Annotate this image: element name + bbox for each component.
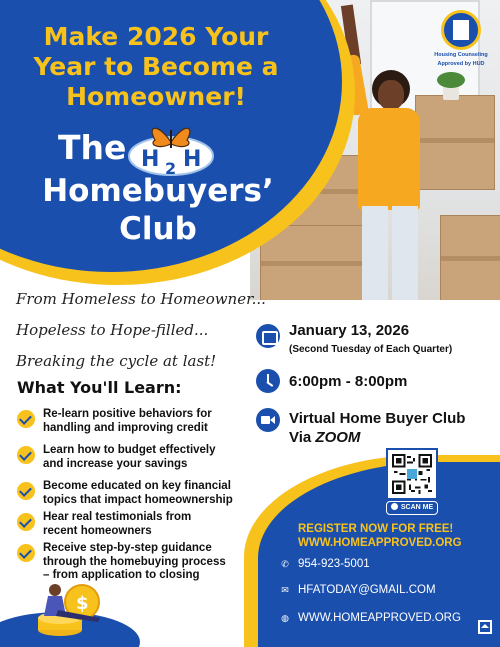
event-venue-platform: ZOOM — [315, 429, 361, 446]
envelope-icon: ✉ — [281, 584, 289, 595]
hud-seal-line-1: Housing Counseling — [434, 52, 488, 58]
headline-line-1: Make 2026 Your — [43, 22, 269, 51]
scan-icon — [391, 503, 398, 510]
tagline-1: From Homeless to Homeowner... — [16, 290, 266, 308]
h2h-butterfly-logo — [127, 120, 215, 178]
contact-email[interactable] — [280, 584, 436, 596]
learn-item — [17, 480, 262, 507]
learn-item-line: Become educated on key financial — [43, 480, 231, 492]
contact-phone[interactable] — [280, 558, 370, 570]
register-callout — [298, 522, 462, 550]
contact-website[interactable] — [280, 612, 461, 624]
website-url[interactable]: WWW.HOMEAPPROVED.ORG — [298, 612, 461, 624]
calendar-icon — [256, 324, 280, 348]
learn-item-line: topics that impact homeownership — [43, 493, 233, 506]
learn-item — [17, 408, 262, 435]
tagline-3: Breaking the cycle at last! — [16, 352, 217, 370]
event-date-note: (Second Tuesday of Each Quarter) — [289, 344, 453, 355]
event-venue-via: Via — [289, 429, 316, 446]
brand-line-3: Club — [119, 211, 197, 247]
learn-item-line: Hear real testimonials from — [43, 511, 192, 523]
learn-item — [17, 444, 262, 471]
email-address[interactable]: HFATODAY@GMAIL.COM — [298, 584, 436, 596]
learn-item — [17, 511, 262, 538]
headline-line-2: Year to Become a — [33, 52, 279, 81]
learn-item-line: recent homeowners — [43, 524, 152, 537]
headline — [22, 22, 290, 112]
scan-me-badge — [386, 501, 438, 515]
svg-text:H: H — [141, 147, 160, 172]
register-line-1: REGISTER NOW FOR FREE! — [298, 523, 454, 535]
check-icon — [17, 410, 35, 428]
svg-text:2: 2 — [165, 159, 177, 178]
svg-text:$: $ — [76, 593, 89, 614]
check-icon — [17, 446, 35, 464]
globe-icon: ◍ — [281, 612, 289, 623]
hud-seal-line-2: Approved by HUD — [437, 61, 485, 67]
event-time: 6:00pm - 8:00pm — [289, 373, 408, 390]
hud-seal-icon — [441, 10, 481, 50]
brand-name — [40, 172, 276, 248]
event-date: January 13, 2026 — [289, 322, 410, 339]
tagline-2: Hopeless to Hope-filled... — [16, 321, 209, 339]
learn-title: What You'll Learn: — [17, 378, 182, 397]
brand-the: The — [58, 128, 127, 167]
hud-seal — [433, 10, 489, 80]
phone-icon: ✆ — [281, 558, 289, 569]
brand-line-2: Homebuyers’ — [42, 173, 274, 209]
learn-item-line: handling and improving credit — [43, 421, 208, 434]
event-venue-line-1: Virtual Home Buyer Club — [289, 410, 466, 427]
register-url[interactable]: WWW.HOMEAPPROVED.ORG — [298, 537, 462, 549]
learn-item-line: Learn how to budget effectively — [43, 444, 216, 456]
scan-me-label: SCAN ME — [400, 504, 434, 511]
learn-item-line: Re-learn positive behaviors for — [43, 408, 212, 420]
check-icon — [17, 513, 35, 531]
coin-stack-illustration — [0, 560, 150, 647]
learn-item-line: and increase your savings — [43, 457, 188, 470]
learn-item-line: – from application to closing — [43, 569, 200, 581]
learn-item-line: through the homebuying process — [43, 555, 226, 568]
clock-icon — [256, 369, 280, 393]
video-camera-icon — [256, 408, 280, 432]
check-icon — [17, 482, 35, 500]
svg-text:H: H — [183, 147, 202, 172]
headline-line-3: Homeowner! — [66, 82, 246, 111]
learn-item-line: Receive step-by-step guidance — [43, 542, 212, 554]
equal-housing-icon — [478, 620, 492, 634]
phone-number[interactable]: 954-923-5001 — [298, 558, 370, 570]
event-venue — [289, 409, 499, 447]
qr-code[interactable] — [386, 448, 438, 500]
